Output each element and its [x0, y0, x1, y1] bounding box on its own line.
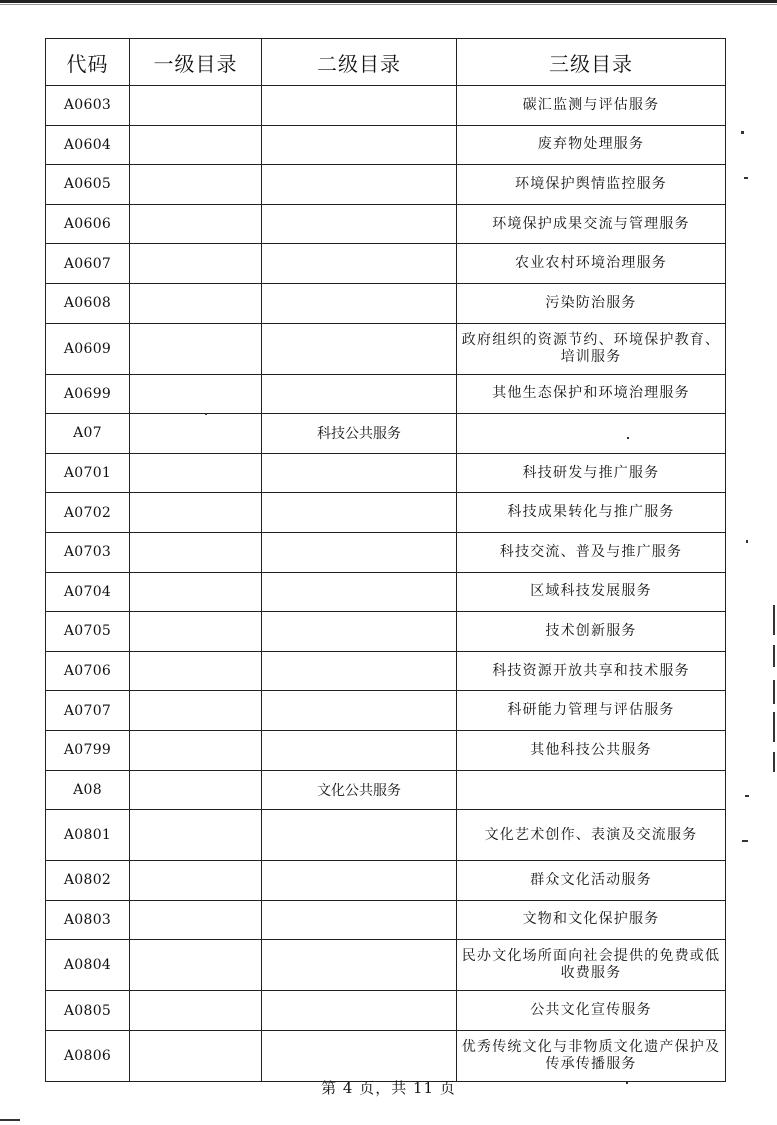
header-level3: 三级目录	[457, 39, 726, 86]
row-level3: 科技交流、普及与推广服务	[457, 532, 726, 572]
row-level2	[262, 651, 457, 691]
row-level1	[130, 770, 262, 810]
table-body	[46, 86, 726, 1082]
row-code: A0699	[46, 374, 130, 414]
row-level3: 优秀传统文化与非物质文化遗产保护及传承传播服务	[457, 1030, 726, 1081]
row-level1	[130, 572, 262, 612]
row-level3: 废弃物处理服务	[457, 125, 726, 165]
table-row	[46, 532, 726, 572]
row-code: A0608	[46, 283, 130, 323]
row-level3	[457, 414, 726, 454]
row-code: A0804	[46, 940, 130, 991]
row-level1	[130, 900, 262, 940]
scan-speck	[741, 131, 744, 134]
row-level3: 其他生态保护和环境治理服务	[457, 374, 726, 414]
row-level3: 政府组织的资源节约、环境保护教育、培训服务	[457, 323, 726, 374]
table-row	[46, 810, 726, 861]
row-level3: 碳汇监测与评估服务	[457, 86, 726, 126]
row-level1	[130, 374, 262, 414]
row-code: A0603	[46, 86, 130, 126]
row-code: A0706	[46, 651, 130, 691]
table-row	[46, 204, 726, 244]
row-code: A0702	[46, 493, 130, 533]
row-code: A0705	[46, 612, 130, 652]
row-level1	[130, 414, 262, 454]
row-level2	[262, 991, 457, 1031]
row-level3: 科技成果转化与推广服务	[457, 493, 726, 533]
row-level2	[262, 861, 457, 901]
row-level1	[130, 730, 262, 770]
table-row	[46, 861, 726, 901]
table-row	[46, 940, 726, 991]
header-code: 代码	[46, 39, 130, 86]
page-footer: 第 4 页，共 11 页	[321, 1079, 456, 1097]
row-level1	[130, 861, 262, 901]
row-level3: 公共文化宣传服务	[457, 991, 726, 1031]
scan-speck	[742, 840, 748, 842]
catalog-table	[45, 38, 726, 1082]
row-level2	[262, 323, 457, 374]
scan-speck	[746, 540, 748, 543]
row-level3: 科研能力管理与评估服务	[457, 691, 726, 731]
table-row	[46, 323, 726, 374]
row-level3: 技术创新服务	[457, 612, 726, 652]
row-level3: 环境保护舆情监控服务	[457, 165, 726, 205]
scan-bottom-mark	[0, 1119, 20, 1121]
row-level1	[130, 810, 262, 861]
table-row	[46, 244, 726, 284]
row-level1	[130, 493, 262, 533]
row-code: A0707	[46, 691, 130, 731]
row-level3	[457, 770, 726, 810]
row-level1	[130, 691, 262, 731]
table-row	[46, 86, 726, 126]
row-code: A0703	[46, 532, 130, 572]
header-level2: 二级目录	[262, 39, 457, 86]
scan-top-edge	[0, 0, 777, 3]
row-level2	[262, 204, 457, 244]
row-level1	[130, 283, 262, 323]
row-level2	[262, 572, 457, 612]
row-code: A0701	[46, 453, 130, 493]
header-row	[46, 39, 726, 86]
scan-speck	[773, 752, 775, 772]
table-row	[46, 572, 726, 612]
row-level1	[130, 612, 262, 652]
row-level2	[262, 453, 457, 493]
header-level1: 一级目录	[130, 39, 262, 86]
row-level2	[262, 493, 457, 533]
row-code: A0799	[46, 730, 130, 770]
row-level3: 农业农村环境治理服务	[457, 244, 726, 284]
row-level1	[130, 204, 262, 244]
row-level1	[130, 244, 262, 284]
table-row	[46, 651, 726, 691]
row-level2	[262, 86, 457, 126]
row-level3: 群众文化活动服务	[457, 861, 726, 901]
table-row	[46, 770, 726, 810]
table-row	[46, 453, 726, 493]
row-level1	[130, 651, 262, 691]
scan-speck	[773, 680, 775, 704]
row-level2	[262, 1030, 457, 1081]
scan-speck	[626, 1082, 628, 1084]
scan-speck	[773, 712, 775, 742]
scan-speck	[773, 605, 775, 635]
row-code: A0801	[46, 810, 130, 861]
row-level2	[262, 612, 457, 652]
table-row	[46, 691, 726, 731]
scan-top-edge-shadow	[0, 4, 777, 5]
scan-speck	[627, 437, 629, 439]
row-level3: 污染防治服务	[457, 283, 726, 323]
row-level2: 科技公共服务	[262, 414, 457, 454]
row-level2	[262, 691, 457, 731]
row-level2	[262, 532, 457, 572]
row-level1	[130, 86, 262, 126]
row-level1	[130, 165, 262, 205]
row-level3: 文化艺术创作、表演及交流服务	[457, 810, 726, 861]
row-level2	[262, 940, 457, 991]
table-row	[46, 612, 726, 652]
row-level3: 民办文化场所面向社会提供的免费或低收费服务	[457, 940, 726, 991]
row-level2	[262, 283, 457, 323]
row-code: A0806	[46, 1030, 130, 1081]
row-level2	[262, 810, 457, 861]
row-level3: 其他科技公共服务	[457, 730, 726, 770]
row-level1	[130, 125, 262, 165]
row-code: A0805	[46, 991, 130, 1031]
row-level3: 科技研发与推广服务	[457, 453, 726, 493]
scan-speck	[773, 645, 775, 667]
row-level1	[130, 323, 262, 374]
row-level3: 环境保护成果交流与管理服务	[457, 204, 726, 244]
row-code: A07	[46, 414, 130, 454]
table-row	[46, 730, 726, 770]
row-level1	[130, 532, 262, 572]
row-code: A0803	[46, 900, 130, 940]
row-level1	[130, 453, 262, 493]
row-level2	[262, 244, 457, 284]
scan-speck	[744, 177, 748, 179]
row-level1	[130, 1030, 262, 1081]
table-row	[46, 1030, 726, 1081]
row-level2: 文化公共服务	[262, 770, 457, 810]
row-level1	[130, 991, 262, 1031]
table-row	[46, 165, 726, 205]
row-level2	[262, 165, 457, 205]
scan-speck	[205, 413, 207, 415]
row-level2	[262, 374, 457, 414]
row-code: A0802	[46, 861, 130, 901]
row-level3: 科技资源开放共享和技术服务	[457, 651, 726, 691]
table-row	[46, 283, 726, 323]
table-row	[46, 900, 726, 940]
row-level3: 区域科技发展服务	[457, 572, 726, 612]
table-row	[46, 991, 726, 1031]
row-code: A0605	[46, 165, 130, 205]
row-code: A0606	[46, 204, 130, 244]
row-level3: 文物和文化保护服务	[457, 900, 726, 940]
scan-speck	[745, 795, 749, 797]
row-code: A0604	[46, 125, 130, 165]
row-level2	[262, 125, 457, 165]
table-row	[46, 414, 726, 454]
row-code: A08	[46, 770, 130, 810]
row-level1	[130, 940, 262, 991]
table-row	[46, 125, 726, 165]
row-code: A0704	[46, 572, 130, 612]
row-code: A0607	[46, 244, 130, 284]
table-row	[46, 493, 726, 533]
table-row	[46, 374, 726, 414]
row-level2	[262, 730, 457, 770]
row-code: A0609	[46, 323, 130, 374]
row-level2	[262, 900, 457, 940]
